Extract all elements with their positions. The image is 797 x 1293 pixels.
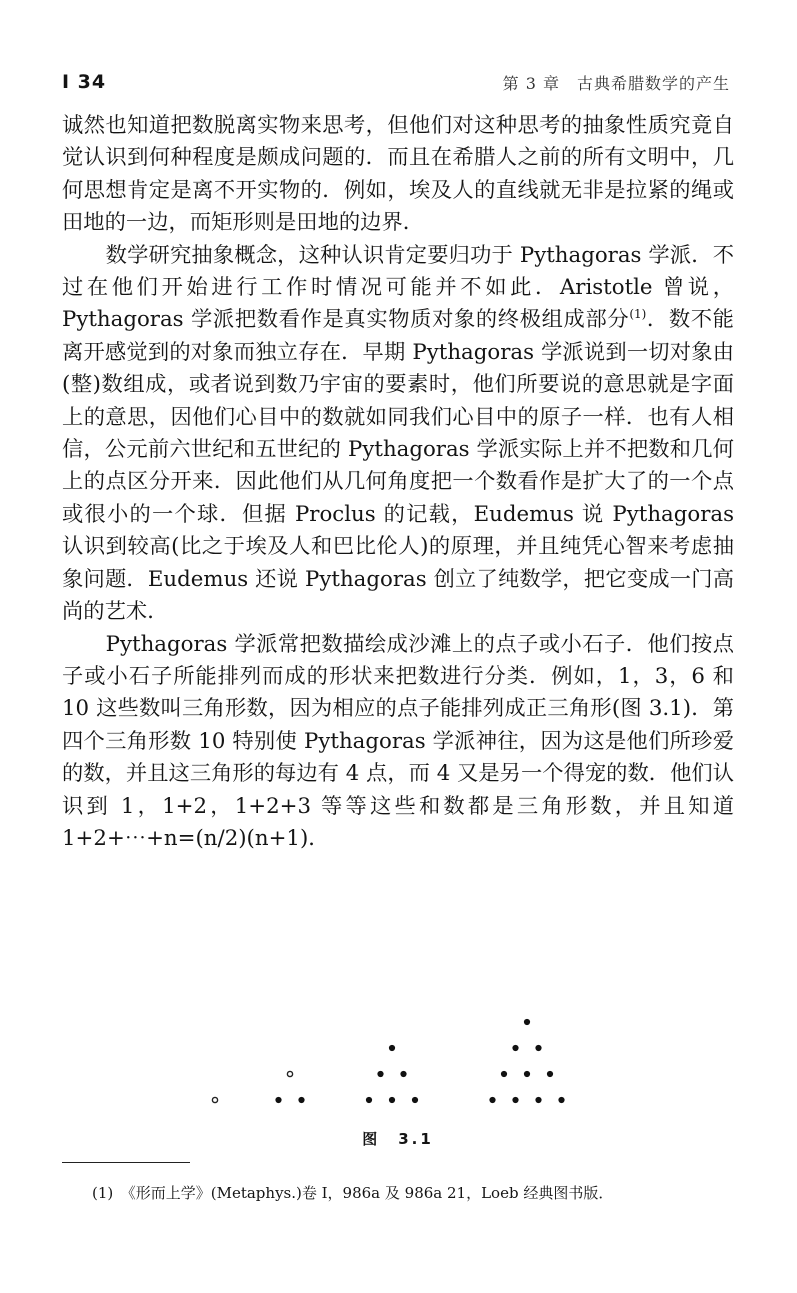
dot bbox=[512, 1097, 518, 1103]
footnote-reference[interactable]: (1) bbox=[629, 307, 647, 322]
dot bbox=[535, 1097, 541, 1103]
dot bbox=[212, 1097, 217, 1102]
page-header bbox=[62, 68, 730, 96]
dot bbox=[512, 1045, 518, 1051]
dot bbox=[298, 1097, 304, 1103]
paragraph-2-part-b: ．数不能离开感觉到的对象而独立存在．早期 Pythagoras 学派说到一切对象由(整)数组成，或者说到数乃宇宙的要素时，他们所要说的意思就是字面上的意思，因他们心目中的数就如同我们心目中的原子一样．也有人相信，公元前六世纪和五世纪的 Pythagoras 学派实际上并不把数和几何上的点区分开来．因此他们从几何角度把一个数看作是扩大了的一个点或很小的一个球．但据 Proclus 的记载，Eudemus 说 Pythagoras 认识到较高(比之于埃及人和巴比伦人)的原理，并且纯凭心智来考虑抽象问题．Eudemus 还说 Pythagoras 创立了纯数学，把它变成一门高尚的艺术． bbox=[62, 307, 734, 625]
triangle-3 bbox=[275, 1071, 304, 1103]
triangle-10 bbox=[489, 1019, 564, 1103]
running-title: 第 3 章 古典希腊数学的产生 bbox=[502, 73, 730, 93]
dot bbox=[287, 1071, 292, 1076]
figure-triangular-numbers bbox=[195, 1012, 590, 1112]
dot bbox=[389, 1045, 395, 1051]
dot bbox=[489, 1097, 495, 1103]
body-text bbox=[62, 110, 734, 855]
dot bbox=[535, 1045, 541, 1051]
triangle-6 bbox=[366, 1045, 418, 1103]
dot bbox=[389, 1097, 395, 1103]
paragraph-2-part-a: 数学研究抽象概念，这种认识肯定要归功于 Pythagoras 学派．不过在他们开始进行工作时情况可能并不如此．Aristotle 曾说，Pythagoras 学派把数看作是真实物质对象的终极组成部分 bbox=[62, 242, 734, 333]
dot bbox=[400, 1071, 406, 1077]
dot bbox=[558, 1097, 564, 1103]
paragraph-1: 诚然也知道把数脱离实物来思考，但他们对这种思考的抽象性质究竟自觉认识到何种程度是颇成问题的．而且在希腊人之前的所有文明中，几何思想肯定是离不开实物的．例如，埃及人的直线就无非是拉紧的绳或田地的一边，而矩形则是田地的边界． bbox=[62, 113, 734, 236]
paragraph-3: Pythagoras 学派常把数描绘成沙滩上的点子或小石子．他们按点子或小石子所能排列而成的形状来把数进行分类．例如，1，3，6 和 10 这些数叫三角形数，因为相应的点子能排列成正三角形(图 3.1)．第四个三角形数 10 特别使 Pythagoras 学派神往，因为这是他们所珍爱的数，并且这三角形的每边有 4 点，而 4 又是另一个得宠的数．他们认识到 1，1+2，1+2+3 等等这些和数都是三角形数，并且知道 1+2+⋯+n=(n/2)(n+1)． bbox=[62, 631, 734, 851]
dot bbox=[524, 1071, 530, 1077]
triangular-dots-diagram bbox=[195, 1012, 590, 1112]
paragraph-2 bbox=[62, 240, 734, 629]
page-number: I 34 bbox=[62, 71, 107, 93]
dot bbox=[524, 1019, 530, 1025]
dot bbox=[275, 1097, 281, 1103]
dot bbox=[547, 1071, 553, 1077]
dot bbox=[366, 1097, 372, 1103]
footnote: (1) 《形而上学》(Metaphys.)卷 I，986a 及 986a 21，Loeb 经典图书版． bbox=[92, 1184, 614, 1202]
footnote-rule bbox=[62, 1162, 190, 1163]
triangle-1 bbox=[212, 1097, 217, 1102]
figure-caption: 图 3.1 bbox=[362, 1130, 434, 1148]
dot bbox=[377, 1071, 383, 1077]
dot bbox=[412, 1097, 418, 1103]
dot bbox=[501, 1071, 507, 1077]
